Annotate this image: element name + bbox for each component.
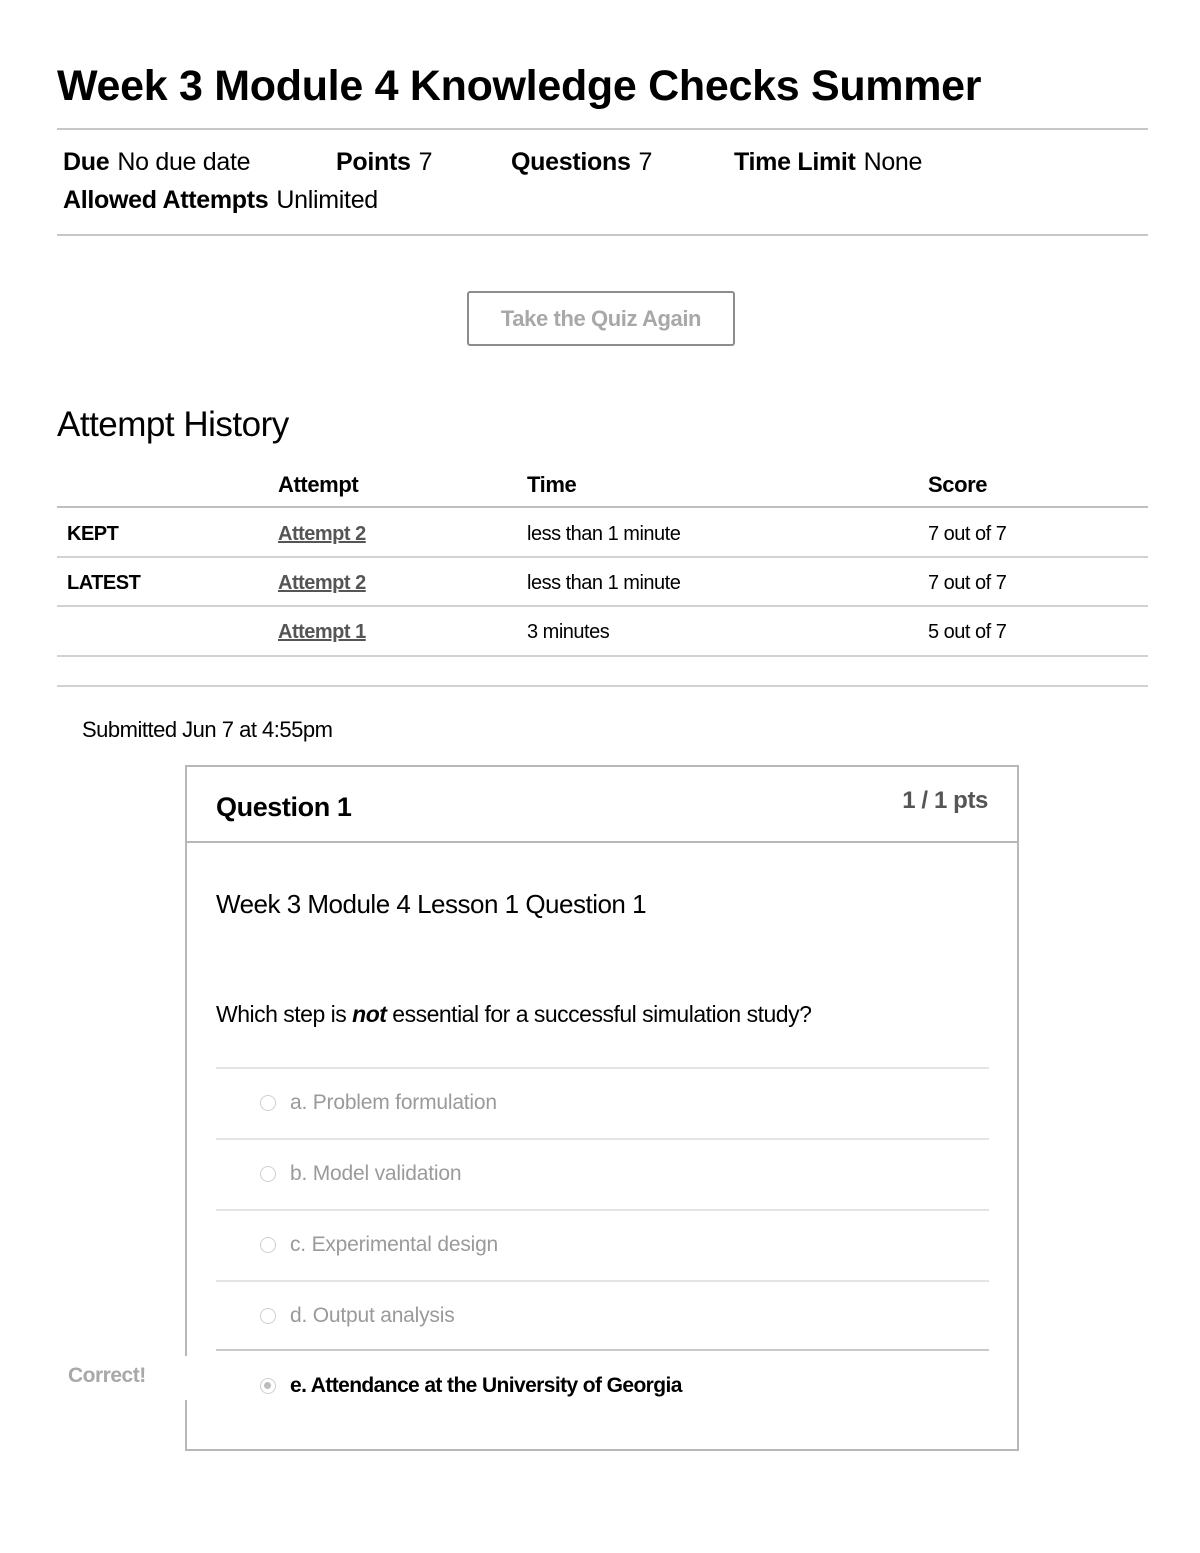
header-divider-bottom [57, 234, 1148, 236]
due-value: No due date [117, 148, 251, 176]
question-card [185, 765, 1019, 1451]
question-header [187, 767, 1017, 843]
option-divider [216, 1280, 989, 1282]
answer-option-label: d. Output analysis [290, 1304, 455, 1327]
answer-option-a[interactable] [260, 1091, 497, 1119]
section-divider [57, 685, 1148, 687]
radio-selected-icon[interactable] [260, 1378, 276, 1394]
page-title: Week 3 Module 4 Knowledge Checks Summer [57, 62, 982, 110]
attempt-link[interactable]: Attempt 1 [278, 621, 366, 643]
score-column-header: Score [928, 472, 988, 497]
time-limit-label: Time Limit [734, 148, 856, 176]
attempt-time: less than 1 minute [527, 572, 681, 594]
question-text-before: Which step is [216, 1001, 353, 1027]
attempt-score: 7 out of 7 [928, 572, 1007, 594]
option-divider [216, 1138, 989, 1140]
due-label: Due [63, 148, 110, 176]
table-row-divider [57, 655, 1148, 657]
attempt-column-header: Attempt [278, 472, 359, 497]
allowed-attempts-detail [63, 186, 378, 215]
answer-option-label: e. Attendance at the University of Georgia [290, 1374, 682, 1397]
answer-option-b[interactable] [260, 1162, 461, 1190]
question-points: 1 / 1 pts [902, 787, 988, 814]
answer-option-e[interactable] [260, 1374, 682, 1402]
allowed-attempts-label: Allowed Attempts [63, 186, 269, 214]
attempt-link[interactable]: Attempt 2 [278, 523, 366, 545]
points-detail [336, 148, 432, 177]
question-text-emphasis: not [352, 1001, 387, 1027]
attempt-history-title: Attempt History [57, 405, 289, 444]
attempt-tag: LATEST [67, 572, 141, 594]
questions-label: Questions [511, 148, 631, 176]
table-row-divider [57, 556, 1148, 558]
radio-icon[interactable] [260, 1308, 276, 1324]
allowed-attempts-value: Unlimited [276, 186, 378, 214]
correct-answer-flag [62, 1356, 187, 1400]
option-divider [216, 1349, 989, 1351]
answer-option-label: a. Problem formulation [290, 1091, 497, 1114]
correct-answer-label: Correct! [68, 1364, 146, 1387]
radio-icon[interactable] [260, 1095, 276, 1111]
due-detail [63, 148, 250, 177]
answer-option-c[interactable] [260, 1233, 498, 1261]
option-divider [216, 1067, 989, 1069]
points-label: Points [336, 148, 411, 176]
attempt-time: 3 minutes [527, 621, 610, 643]
header-divider-top [57, 128, 1148, 130]
submitted-timestamp: Submitted Jun 7 at 4:55pm [82, 717, 333, 742]
questions-value: 7 [638, 148, 653, 176]
question-title: Question 1 [216, 792, 352, 822]
attempt-score: 5 out of 7 [928, 621, 1007, 643]
questions-detail [511, 148, 652, 177]
time-column-header: Time [527, 472, 577, 497]
answer-option-d[interactable] [260, 1304, 455, 1332]
question-subtitle: Week 3 Module 4 Lesson 1 Question 1 [216, 889, 647, 919]
attempt-link[interactable]: Attempt 2 [278, 572, 366, 594]
table-header-divider [57, 506, 1148, 508]
points-value: 7 [418, 148, 433, 176]
attempt-tag: KEPT [67, 523, 119, 545]
time-limit-value: None [863, 148, 923, 176]
answer-option-label: b. Model validation [290, 1162, 462, 1185]
attempt-score: 7 out of 7 [928, 523, 1007, 545]
take-quiz-again-button[interactable]: Take the Quiz Again [467, 291, 735, 346]
table-row-divider [57, 605, 1148, 607]
radio-icon[interactable] [260, 1237, 276, 1253]
question-text [216, 1001, 811, 1028]
time-limit-detail [734, 148, 922, 177]
option-divider [216, 1209, 989, 1211]
radio-icon[interactable] [260, 1166, 276, 1182]
attempt-time: less than 1 minute [527, 523, 681, 545]
question-text-after: essential for a successful simulation study? [386, 1001, 812, 1027]
answer-option-label: c. Experimental design [290, 1233, 499, 1256]
